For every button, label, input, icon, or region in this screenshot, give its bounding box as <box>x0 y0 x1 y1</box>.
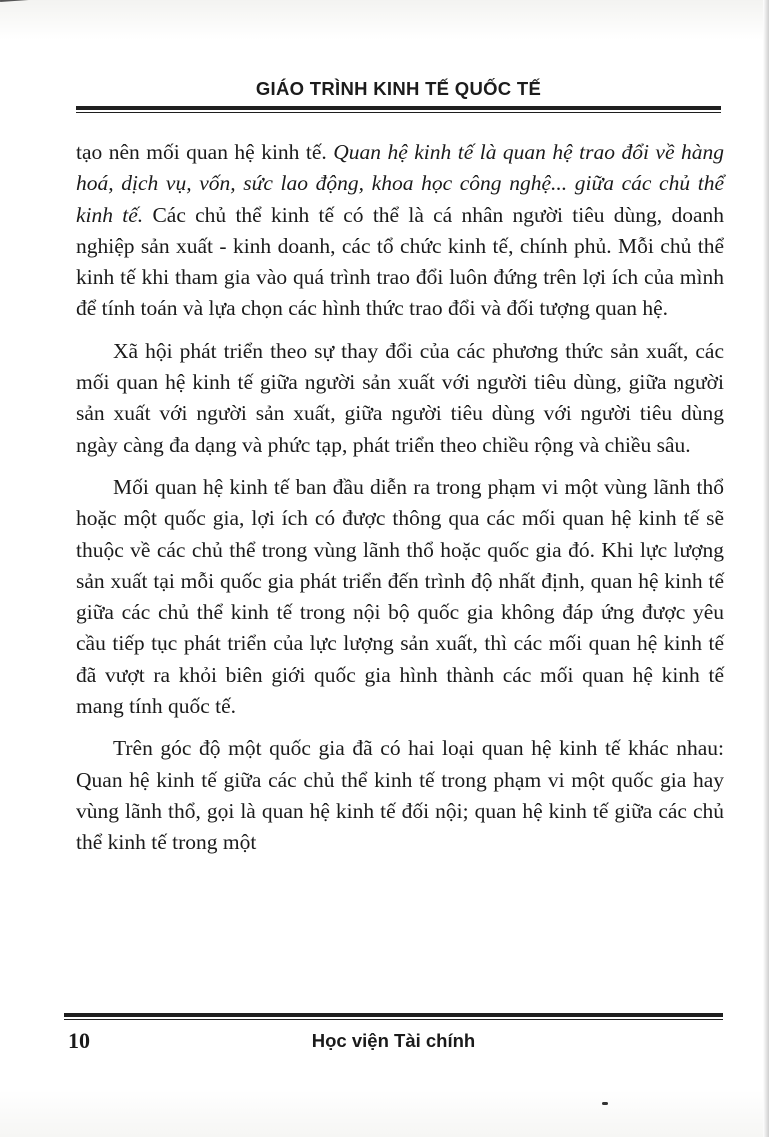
paragraph-4-text: Trên góc độ một quốc gia đã có hai loại quan hệ kinh tế khác nhau: Quan hệ kinh tế giữa các chủ thể kinh tế trong phạm vi một quốc gia hay vùng lãnh thổ, gọi là quan hệ kinh tế đối nội; quan hệ kinh tế giữa các chủ thể kinh tế trong một <box>76 736 724 855</box>
definition-italic: Quan hệ kinh tế là quan hệ trao đổi về hàng hoá, dịch vụ, vốn, sức lao động, khoa học công nghệ... giữa các chủ thể kinh tế. <box>76 140 724 227</box>
footer-rule-thick <box>64 1013 723 1017</box>
running-header <box>76 78 721 113</box>
paragraph-2-text: Xã hội phát triển theo sự thay đổi của các phương thức sản xuất, các mối quan hệ kinh tế giữa người sản xuất với người tiêu dùng, giữa người sản xuất với người sản xuất, giữa người tiêu dùng với người tiêu dùng ngày càng đa dạng và phức tạp, phát triển theo chiều rộng và chiều sâu. <box>76 338 724 457</box>
running-footer <box>64 1013 723 1058</box>
page-number: 10 <box>68 1028 90 1053</box>
paragraph-1 <box>76 137 724 325</box>
publisher-name: Học viện Tài chính <box>311 1030 476 1051</box>
footer-row <box>64 1028 723 1058</box>
paragraph-2 <box>76 336 724 461</box>
header-rule-thin <box>76 112 721 113</box>
paragraph-1-continued: Các chủ thể kinh tế có thể là cá nhân người tiêu dùng, doanh nghiệp sản xuất - kinh doanh, các tổ chức kinh tế, chính phủ. Mỗi chủ thể kinh tế khi tham gia vào quá trình trao đổi luôn đứng trên lợi ích của mình để tính toán và lựa chọn các hình thức trao đổi và đối tượng quan hệ. <box>76 202 724 321</box>
scan-speck <box>602 1102 608 1105</box>
page-edge <box>763 0 769 1137</box>
paragraph-4 <box>76 733 724 858</box>
book-title: GIÁO TRÌNH KINH TẾ QUỐC TẾ <box>255 78 542 99</box>
header-rule-thick <box>76 106 721 110</box>
paragraph-1-text: tạo nên mối quan hệ kinh tế. <box>76 140 334 164</box>
footer-rule-thin <box>64 1019 723 1020</box>
paragraph-3-text: Mối quan hệ kinh tế ban đầu diễn ra trong phạm vi một vùng lãnh thổ hoặc một quốc gia, lợi ích có được thông qua các mối quan hệ kinh tế sẽ thuộc về các chủ thể trong vùng lãnh thổ hoặc quốc gia đó. Khi lực lượng sản xuất tại mỗi quốc gia phát triển đến trình độ nhất định, quan hệ kinh tế giữa các chủ thể kinh tế trong nội bộ quốc gia không đáp ứng được yêu cầu tiếp tục phát triển của lực lượng sản xuất, thì các mối quan hệ kinh tế đã vượt ra khỏi biên giới quốc gia hình thành các mối quan hệ kinh tế mang tính quốc tế. <box>76 474 724 719</box>
paragraph-3 <box>76 472 724 722</box>
page-body <box>76 137 724 870</box>
